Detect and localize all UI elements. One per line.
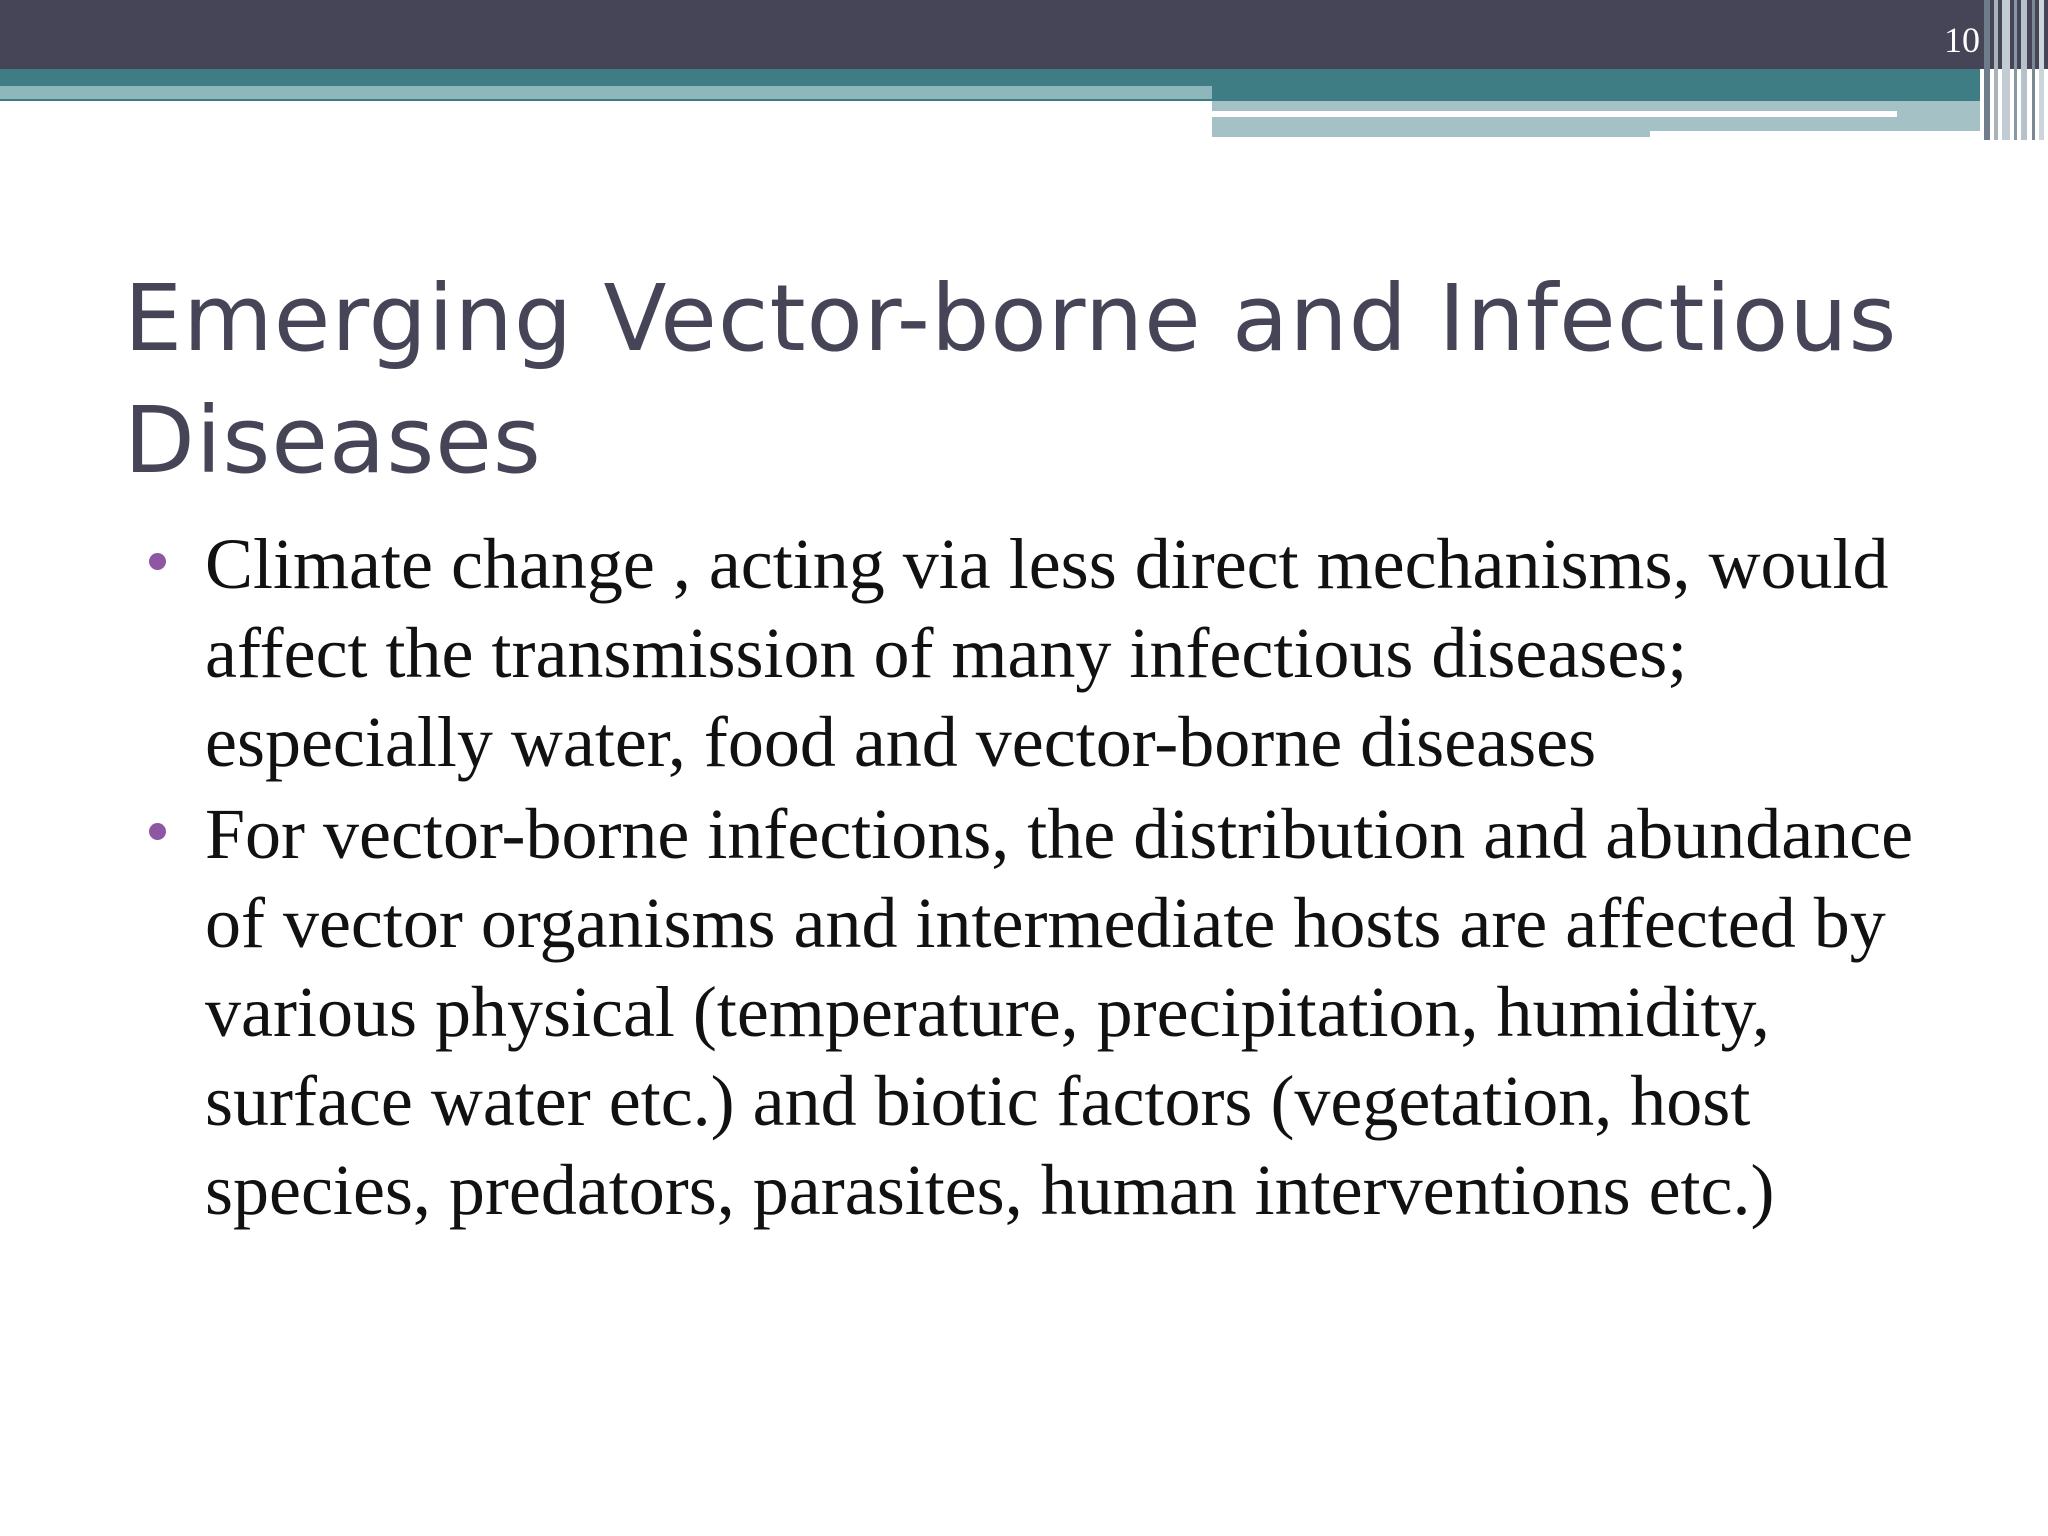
bullet-marker-icon [149,823,166,840]
stripe [2039,0,2044,140]
stripe [1984,0,1990,140]
header-divider-line [1212,111,1897,117]
bullet-text: For vector-borne infections, the distribution and abundance of vector organisms and intermediate hosts are affected by various physical (temperature, precipitation, humidity, surface water etc.) and biotic factors (vegetation, host species, predators, parasites, human interventions etc.) [205,794,1914,1230]
stripe [2032,0,2035,140]
bullet-text: Climate change , acting via less direct mechanisms, would affect the transmission of many infectious diseases; especially water, food and vector-borne diseases [205,524,1889,782]
bullet-item [0,520,2048,787]
header-bar-teal-light [0,86,1212,99]
bullet-list [0,520,2048,1238]
header-vertical-stripes [1980,0,2048,140]
bullet-item [0,790,2048,1235]
slide-title: Emerging Vector-borne and Infectious Diseases [124,265,1898,494]
header-bar-dark [0,0,2048,69]
bullet-marker-icon [149,553,166,570]
header-divider-line-short [1650,131,1980,137]
stripe [2014,0,2017,140]
slide-number: 10 [1944,20,1980,60]
stripe [2021,0,2027,140]
stripe [2002,0,2010,140]
stripe [1994,0,1998,140]
